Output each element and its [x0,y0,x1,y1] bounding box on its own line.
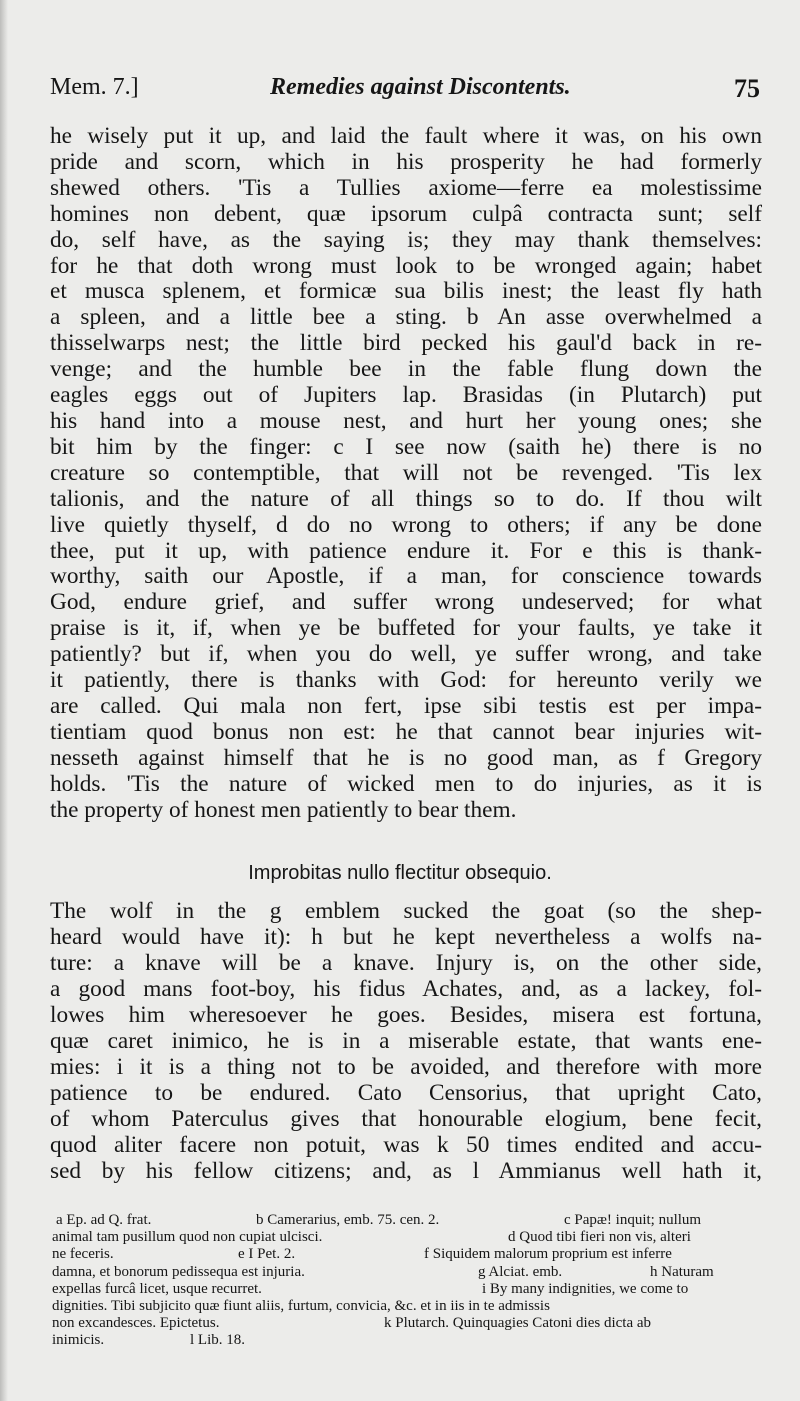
text-line: he wisely put it up, and laid the fault where it was, on his own [50,123,762,149]
text-line: the property of honest men patiently to bear them. [50,796,517,823]
footnote-d: d Quod tibi fieri non vis, alteri [508,1229,691,1246]
text-line: bit him by the finger: c I see now (saith he) there is no [50,433,762,460]
text-line: of whom Paterculus gives that honourable elogium, bene fecit, [50,1106,762,1132]
text-line: God, endure grief, and suffer wrong undeserved; for what [50,589,762,616]
page-edge-shadow [0,0,8,1401]
main-text-block [50,124,762,823]
footnote-row [52,1298,760,1315]
text-line: ture: a knave will be a knave. Injury is, on the other side, [50,950,762,976]
text-line: thisselwarps nest; the little bird pecked his gaul'd back in re- [50,330,762,357]
running-head-title: Remedies against Discontents. [270,74,571,100]
footnote-i-end: non excandesces. Epictetus. [52,1315,220,1332]
text-line: patiently? but if, when you do well, ye suffer wrong, and take [50,641,762,668]
text-line: mies: i it is a thing not to be avoided, and therefore with more [50,1054,762,1080]
text-line: talionis, and the nature of all things so to do. If thou wilt [50,485,762,512]
footnote-k: k Plutarch. Quinquagies Catoni dies dicta ab [384,1315,652,1332]
footnote-row [52,1229,760,1246]
text-line: sed by his fellow citizens; and, as l Ammianus well hath it, [50,1158,762,1184]
footnote-row [52,1246,760,1263]
footnote-d-continued: ne feceris. [52,1246,114,1263]
running-header [50,74,760,108]
footnote-i: i By many indignities, we come to [482,1280,689,1297]
footnote-k-continued: inimicis. [52,1332,105,1349]
footnotes-block [52,1212,760,1350]
running-head-left: Mem. 7.] [50,74,139,100]
footnote-row [52,1281,760,1298]
second-text-block [50,898,762,1184]
text-line: thee, put it up, with patience endure it. For e this is thank- [50,537,762,564]
text-line: a spleen, and a little bee a sting. b An asse overwhelmed a [50,304,762,331]
text-line: live quietly thyself, d do no wrong to others; if any be done [50,511,762,538]
footnote-row [52,1212,760,1229]
footnote-e: e I Pet. 2. [238,1246,296,1263]
text-line: homines non debent, quæ ipsorum culpâ contracta sunt; self [50,200,762,227]
text-line: quæ caret inimico, he is in a miserable estate, that wants ene- [50,1028,762,1054]
text-line: nesseth against himself that he is no good man, as f Gregory [50,744,762,771]
text-line: praise is it, if, when ye be buffeted for your faults, ye take it [50,615,762,642]
text-line: patience to be endured. Cato Censorius, that upright Cato, [50,1080,762,1106]
text-line: worthy, saith our Apostle, if a man, for conscience towards [50,563,762,590]
footnote-row [52,1264,760,1281]
text-line: a good mans foot-boy, his fidus Achates, and, as a lackey, fol- [50,976,762,1002]
text-line: The wolf in the g emblem sucked the goat (so the shep- [50,898,762,924]
text-line: heard would have it): h but he kept nevertheless a wolfs na- [50,924,762,950]
footnote-l: l Lib. 18. [190,1332,245,1349]
text-line: shewed others. 'Tis a Tullies axiome—ferre ea molestissime [50,174,762,201]
footnote-a: a Ep. ad Q. frat. [56,1212,152,1228]
text-line: do, self have, as the saying is; they may thank themselves: [50,226,762,253]
footnote-h-continued: expellas furcâ licet, usque recurret. [52,1280,262,1297]
text-line: quod aliter facere non potuit, was k 50 times endited and accu- [50,1132,762,1158]
footnote-c-continued: animal tam pusillum quod non cupiat ulcisci. [52,1229,323,1246]
text-line: lowes him wheresoever he goes. Besides, misera est fortuna, [50,1002,762,1028]
footnote-i-continued: dignities. Tibi subjicito quæ fiunt aliis, furtum, convicia, &c. et in iis in te admissis [52,1297,550,1314]
text-line: his hand into a mouse nest, and hurt her young ones; she [50,407,762,434]
footnote-f: f Siquidem malorum proprium est inferre [424,1246,672,1263]
footnote-b: b Camerarius, emb. 75. cen. 2. [256,1212,440,1228]
text-line: for he that doth wrong must look to be wronged again; habet [50,252,762,279]
epigraph-quote: Improbitas nullo flectitur obsequio. [248,862,552,884]
text-line: it patiently, there is thanks with God: for hereunto verily we [50,667,762,694]
text-line: are called. Qui mala non fert, ipse sibi testis est per impa- [50,692,762,719]
page-number: 75 [734,74,760,103]
text-line: creature so contemptible, that will not be revenged. 'Tis lex [50,459,762,486]
text-line: pride and scorn, which in his prosperity he had formerly [50,148,762,175]
text-line: holds. 'Tis the nature of wicked men to do injuries, as it is [50,770,762,797]
footnote-g: g Alciat. emb. [478,1263,563,1280]
text-line: tientiam quod bonus non est: he that cannot bear injuries wit- [50,718,762,745]
footnote-f-continued: damna, et bonorum pedissequa est injuria. [52,1263,305,1280]
footnote-c: c Papæ! inquit; nullum [564,1212,702,1228]
text-line: et musca splenem, et formicæ sua bilis inest; the least fly hath [50,278,762,305]
text-line: eagles eggs out of Jupiters lap. Brasidas (in Plutarch) put [50,382,762,409]
text-line: venge; and the humble bee in the fable flung down the [50,356,762,383]
footnote-h: h Naturam [650,1263,714,1280]
footnote-row [52,1332,760,1349]
footnote-row [52,1315,760,1332]
